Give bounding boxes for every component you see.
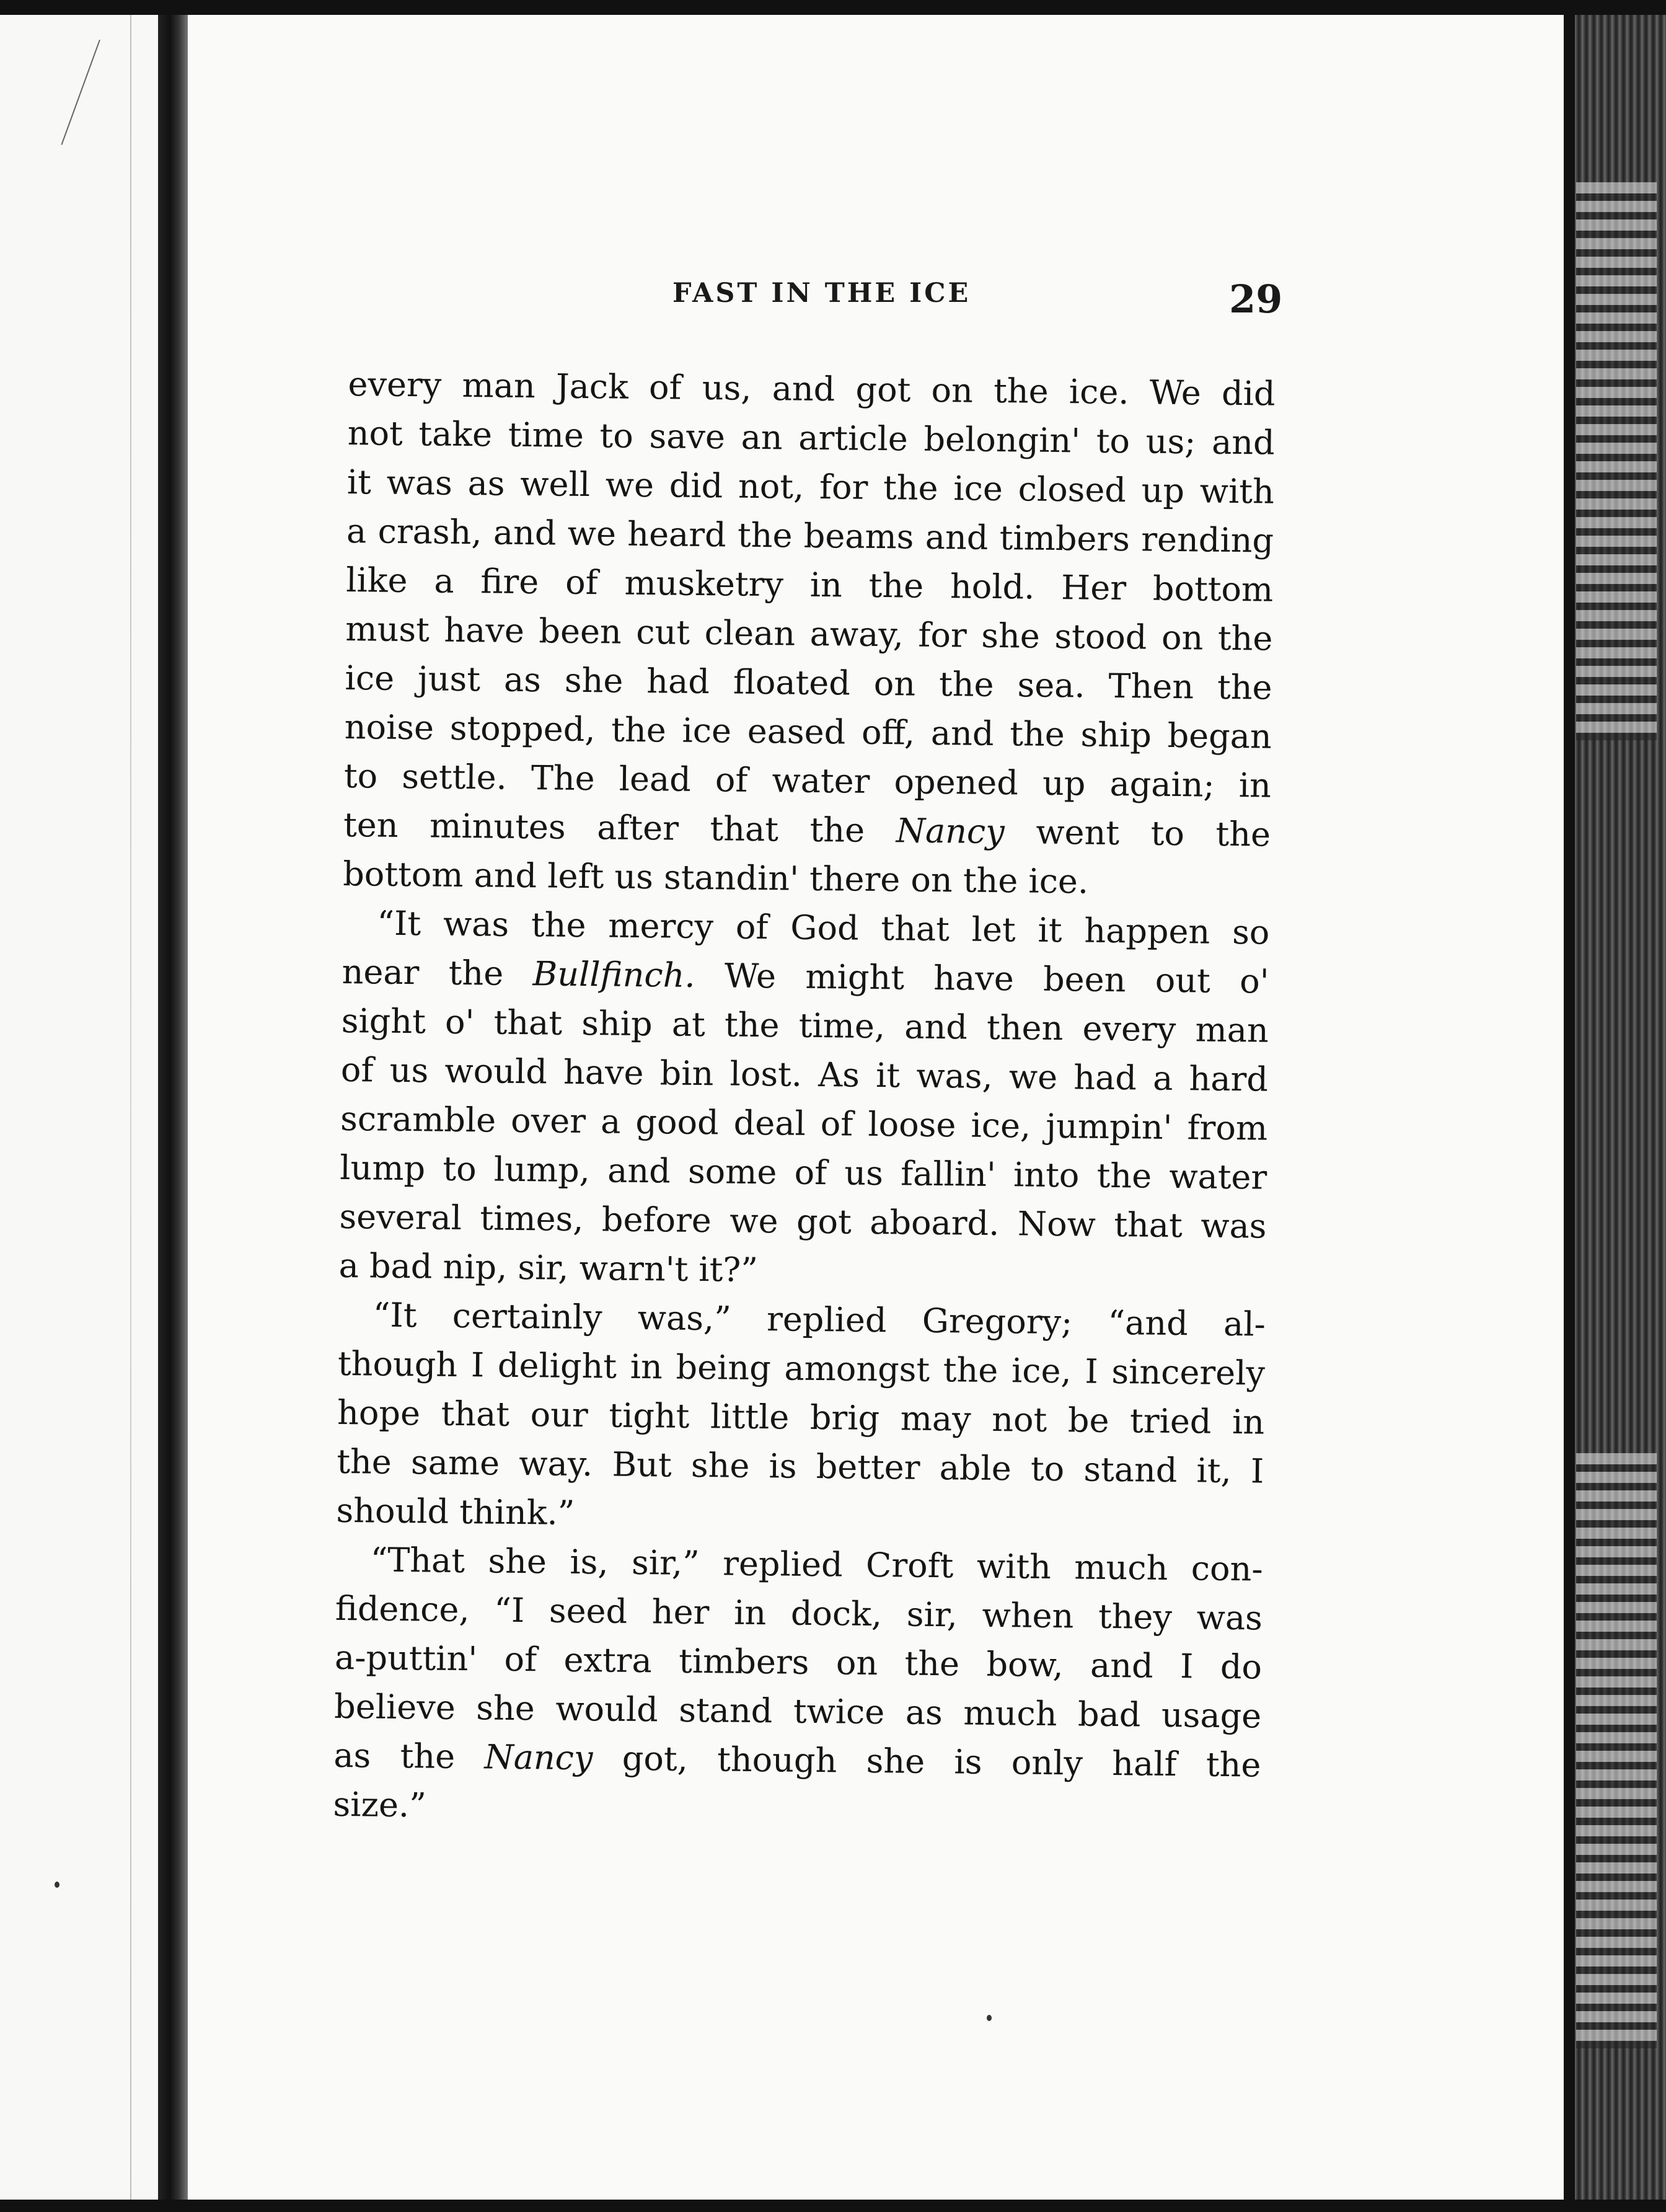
paragraph-2 — [338, 898, 1270, 1300]
scan-speck — [987, 2015, 992, 2021]
text-fragment: near the — [342, 952, 533, 994]
text-line: sight o' that ship at the time, and then every man — [341, 1001, 1269, 1050]
text-line: “That she is, sir,” replied Croft with much con- — [370, 1540, 1263, 1589]
paragraph-3 — [336, 1290, 1266, 1545]
scan-top-border — [0, 0, 1666, 15]
text-line: though I delight in being amongst the ice, I sincerely — [337, 1343, 1266, 1393]
paragraph-4 — [333, 1535, 1263, 1839]
text-fragment: as the — [333, 1735, 485, 1777]
text-line: scramble over a good deal of loose ice, jumpin' from — [340, 1099, 1268, 1148]
text-line: several times, before we got aboard. Now that was — [339, 1197, 1267, 1246]
scan-bottom-border — [0, 2200, 1666, 2212]
text-line: of us would have bin lost. As it was, we had a hard — [340, 1050, 1269, 1099]
text-line: like a fire of musketry in the hold. Her bottom — [345, 560, 1274, 609]
text-fragment: got, though she is only half the — [593, 1738, 1261, 1785]
text-line: must have been cut clean away, for she stood on the — [345, 609, 1273, 658]
text-line: “It certainly was,” replied Gregory; “and al- — [372, 1295, 1266, 1344]
text-fragment: We might have been out o' — [695, 955, 1269, 1001]
paragraph-1 — [343, 360, 1276, 908]
text-line: “It was the mercy of God that let it happen so — [377, 903, 1270, 952]
text-line: believe she would stand twice as much bad usage — [333, 1686, 1262, 1736]
text-fragment: went to the — [1004, 812, 1271, 854]
text-line: the same way. But she is better able to stand it, I — [337, 1441, 1264, 1491]
page-crease — [130, 15, 131, 2200]
text-line: every man Jack of us, and got on the ice. We did — [348, 364, 1276, 414]
fore-edge-shadow — [1564, 15, 1575, 2200]
text-line: a crash, and we heard the beams and timbers rending — [346, 511, 1274, 560]
book-fore-edge — [1564, 15, 1666, 2200]
text-line: fidence, “I seed her in dock, sir, when they was — [335, 1588, 1263, 1638]
page-mark — [61, 40, 100, 145]
body-text — [333, 360, 1276, 1839]
ship-name-italic: Bullfinch. — [532, 954, 695, 995]
ship-name-italic: Nancy — [896, 811, 1005, 852]
facing-page-edge — [0, 15, 159, 2200]
text-line: should think.” — [336, 1490, 575, 1533]
fore-edge-stamp-upper — [1576, 182, 1657, 740]
text-line: size.” — [333, 1784, 427, 1825]
text-line: to settle. The lead of water opened up again; in — [343, 756, 1272, 805]
book-gutter — [158, 15, 188, 2200]
running-title: FAST IN THE ICE — [672, 278, 971, 309]
ship-name-italic: Nancy — [484, 1737, 593, 1778]
text-line: not take time to save an article belongin' to us; and — [347, 413, 1276, 462]
fore-edge-stamp-lower — [1576, 1453, 1657, 2048]
text-fragment: ten minutes after that the — [343, 805, 897, 851]
text-line: a-puttin' of extra timbers on the bow, and I do — [334, 1637, 1263, 1687]
text-line: noise stopped, the ice eased off, and the ship began — [344, 707, 1272, 756]
page-number: 29 — [1229, 276, 1283, 322]
text-line: ice just as she had floated on the sea. Then the — [345, 658, 1272, 707]
text-line-mixed — [333, 1731, 1261, 1790]
scan-speck — [55, 1882, 60, 1888]
text-line: hope that our tight little brig may not be tried in — [337, 1392, 1265, 1442]
text-line: a bad nip, sir, warn't it?” — [338, 1245, 759, 1290]
text-line: bottom and left us standin' there on the ice. — [342, 854, 1089, 901]
text-line: it was as well we did not, for the ice closed up with — [346, 462, 1275, 511]
text-line: lump to lump, and some of us fallin' into the water — [340, 1148, 1267, 1197]
